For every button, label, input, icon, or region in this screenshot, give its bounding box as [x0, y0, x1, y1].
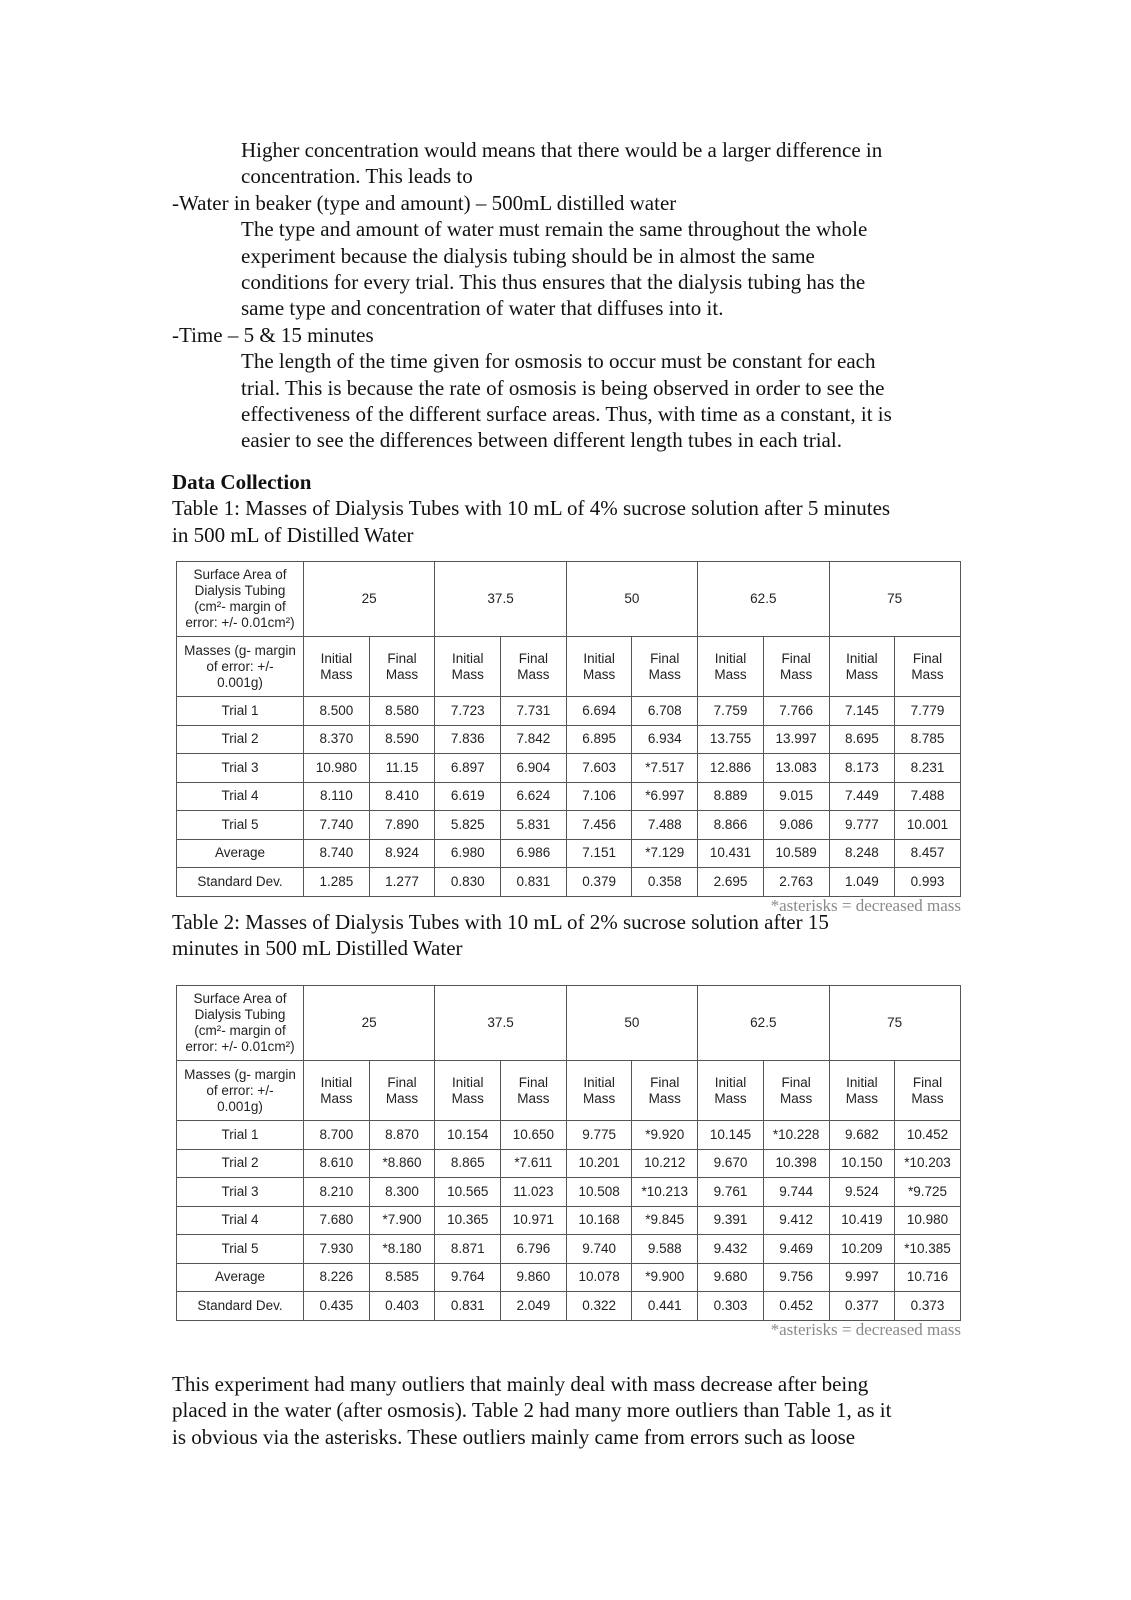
table-cell: 10.209: [829, 1235, 895, 1264]
header-text-line: Mass: [451, 666, 484, 682]
header-text-line: Mass: [714, 1090, 747, 1106]
initial-mass-header: [435, 1061, 501, 1121]
header-text-line: Final: [518, 650, 549, 666]
initial-mass-header: [698, 637, 764, 697]
table-cell: 6.895: [566, 725, 632, 754]
table-cell: 9.682: [829, 1121, 895, 1150]
header-row-mass: [177, 637, 961, 697]
table-cell: 7.731: [501, 697, 567, 726]
time-heading: -Time – 5 & 15 minutes: [172, 322, 374, 347]
surface-area-header: 50: [566, 986, 697, 1061]
table-cell: 8.231: [895, 754, 961, 783]
header-text-line: Mass: [911, 666, 944, 682]
table-cell: 13.997: [763, 725, 829, 754]
table-cell: 1.277: [369, 868, 435, 897]
table-cell: 9.670: [698, 1149, 764, 1178]
table-cell: 12.886: [698, 754, 764, 783]
table-cell: 6.980: [435, 839, 501, 868]
corner-masses: [177, 637, 304, 697]
header-text-line: Initial: [714, 650, 747, 666]
row-label: Trial 2: [177, 725, 304, 754]
table-row: [177, 1235, 961, 1264]
table-cell: 10.452: [895, 1121, 961, 1150]
table-cell: 9.412: [763, 1206, 829, 1235]
surface-area-header: 25: [304, 562, 435, 637]
table2-note: *asterisks = decreased mass: [770, 1320, 961, 1339]
table-cell: 0.403: [369, 1292, 435, 1321]
table-cell: 6.796: [501, 1235, 567, 1264]
table-cell: 10.589: [763, 839, 829, 868]
table-cell: 7.151: [566, 839, 632, 868]
concentration-paragraph: [172, 137, 972, 190]
table-row: [177, 725, 961, 754]
table-cell: 7.680: [304, 1206, 370, 1235]
table-cell: 11.15: [369, 754, 435, 783]
table-cell: 10.168: [566, 1206, 632, 1235]
table-cell: 10.001: [895, 811, 961, 840]
header-text-line: Final: [781, 1074, 811, 1090]
header-row-areas: [177, 562, 961, 637]
text-line: This experiment had many outliers that mainly deal with mass decrease after being: [172, 1372, 869, 1396]
table-cell: 9.740: [566, 1235, 632, 1264]
table-cell: 8.700: [304, 1121, 370, 1150]
row-label: Standard Dev.: [177, 868, 304, 897]
table-cell: 0.831: [435, 1292, 501, 1321]
table-cell: 2.763: [763, 868, 829, 897]
header-text-line: Final: [912, 650, 943, 666]
surface-area-header: 37.5: [435, 986, 566, 1061]
header-text-line: Mass: [517, 1090, 550, 1106]
table-cell: 10.650: [501, 1121, 567, 1150]
table1: [176, 561, 961, 897]
table1-caption-line: Table 1: Masses of Dialysis Tubes with 10 mL of 4% sucrose solution after 5 minutes: [172, 496, 891, 521]
table-cell: 8.865: [435, 1149, 501, 1178]
table-cell: 9.680: [698, 1263, 764, 1292]
table-cell: 9.744: [763, 1178, 829, 1207]
header-text-line: Masses (g- margin: [184, 642, 296, 658]
table1-caption-line: in 500 mL of Distilled Water: [172, 522, 414, 547]
corner-surface-area: [177, 562, 304, 637]
initial-mass-header: [829, 637, 895, 697]
table-cell: *9.725: [895, 1178, 961, 1207]
table-cell: 0.373: [895, 1292, 961, 1321]
table-cell: 10.150: [829, 1149, 895, 1178]
table-cell: *10.213: [632, 1178, 698, 1207]
table-row: [177, 868, 961, 897]
final-mass-header: [895, 1061, 961, 1121]
table-cell: 0.377: [829, 1292, 895, 1321]
table-cell: 6.619: [435, 782, 501, 811]
table-cell: 0.435: [304, 1292, 370, 1321]
row-label: Trial 5: [177, 811, 304, 840]
text-line: easier to see the differences between different length tubes in each trial.: [241, 428, 842, 453]
table-cell: 10.508: [566, 1178, 632, 1207]
table-cell: 8.580: [369, 697, 435, 726]
table-cell: 8.248: [829, 839, 895, 868]
table-cell: 7.456: [566, 811, 632, 840]
text-line: The length of the time given for osmosis to occur must be constant for each: [241, 349, 876, 374]
row-label: Average: [177, 1263, 304, 1292]
table-cell: 10.971: [501, 1206, 567, 1235]
surface-area-header: 50: [566, 562, 697, 637]
corner-masses: [177, 1061, 304, 1121]
table-cell: 9.764: [435, 1263, 501, 1292]
table-cell: *10.228: [763, 1121, 829, 1150]
header-text-line: of error: +/-: [206, 1082, 274, 1098]
final-mass-header: [501, 1061, 567, 1121]
table-cell: 7.449: [829, 782, 895, 811]
table-row: [177, 754, 961, 783]
header-text-line: error: +/- 0.01cm²): [185, 1039, 295, 1054]
table-cell: 8.924: [369, 839, 435, 868]
table-cell: 0.830: [435, 868, 501, 897]
table-cell: 9.391: [698, 1206, 764, 1235]
header-text-line: Initial: [451, 1074, 484, 1090]
table-cell: 7.145: [829, 697, 895, 726]
text-line: experiment because the dialysis tubing should be in almost the same: [241, 243, 815, 268]
row-label: Standard Dev.: [177, 1292, 304, 1321]
table-cell: 9.432: [698, 1235, 764, 1264]
table-row: [177, 782, 961, 811]
header-text-line: Initial: [583, 650, 615, 666]
table-cell: 9.588: [632, 1235, 698, 1264]
table-cell: *7.900: [369, 1206, 435, 1235]
surface-area-header: 25: [304, 986, 435, 1061]
header-text-line: Mass: [780, 1090, 813, 1106]
table1-note: *asterisks = decreased mass: [770, 896, 961, 915]
table-cell: 7.836: [435, 725, 501, 754]
table-cell: 8.740: [304, 839, 370, 868]
header-text-line: Final: [650, 650, 680, 666]
header-text-line: Final: [781, 650, 811, 666]
header-text-line: Surface Area of: [193, 991, 287, 1006]
table-cell: 6.624: [501, 782, 567, 811]
table-cell: 9.086: [763, 811, 829, 840]
water-paragraph: [172, 216, 972, 322]
initial-mass-header: [304, 637, 370, 697]
table-row: [177, 1178, 961, 1207]
table-cell: 8.226: [304, 1263, 370, 1292]
table-cell: 6.934: [632, 725, 698, 754]
table-cell: 10.431: [698, 839, 764, 868]
header-text-line: Initial: [846, 650, 878, 666]
table-cell: 10.419: [829, 1206, 895, 1235]
water-heading: -Water in beaker (type and amount) – 500mL distilled water: [172, 190, 677, 215]
header-text-line: Initial: [583, 1074, 615, 1090]
header-text-line: error: +/- 0.01cm²): [185, 615, 295, 630]
table-cell: 8.871: [435, 1235, 501, 1264]
table-cell: 7.106: [566, 782, 632, 811]
intro-section: [172, 137, 972, 454]
header-row-areas: [177, 986, 961, 1061]
table-cell: *9.845: [632, 1206, 698, 1235]
table-cell: *8.860: [369, 1149, 435, 1178]
table-cell: *6.997: [632, 782, 698, 811]
header-text-line: Initial: [714, 1074, 747, 1090]
table-cell: 0.322: [566, 1292, 632, 1321]
text-line: conditions for every trial. This thus ensures that the dialysis tubing has the: [241, 270, 866, 295]
table-cell: 8.866: [698, 811, 764, 840]
table-cell: 7.488: [632, 811, 698, 840]
header-text-line: Mass: [845, 666, 878, 682]
initial-mass-header: [304, 1061, 370, 1121]
header-text-line: Final: [912, 1074, 943, 1090]
initial-mass-header: [435, 637, 501, 697]
initial-mass-header: [566, 1061, 632, 1121]
header-text-line: 0.001g): [217, 674, 263, 690]
table-row: [177, 1206, 961, 1235]
time-paragraph: [172, 348, 972, 454]
final-mass-header: [369, 637, 435, 697]
header-text-line: Final: [650, 1074, 680, 1090]
table-cell: 5.825: [435, 811, 501, 840]
table-cell: 8.210: [304, 1178, 370, 1207]
table-cell: 10.565: [435, 1178, 501, 1207]
row-label: Trial 3: [177, 1178, 304, 1207]
row-label: Trial 4: [177, 782, 304, 811]
table-cell: 13.083: [763, 754, 829, 783]
table2: [176, 985, 961, 1321]
table-cell: 7.488: [895, 782, 961, 811]
table-cell: 8.300: [369, 1178, 435, 1207]
header-row-mass: [177, 1061, 961, 1121]
table2-caption-line: minutes in 500 mL Distilled Water: [172, 936, 463, 961]
header-text-line: Mass: [648, 666, 681, 682]
table-cell: 11.023: [501, 1178, 567, 1207]
header-text-line: Mass: [582, 666, 616, 682]
table2-caption-block: [172, 909, 972, 962]
header-text-line: Mass: [385, 1090, 419, 1106]
table-cell: 9.524: [829, 1178, 895, 1207]
table-cell: 7.842: [501, 725, 567, 754]
header-text-line: (cm²- margin of: [194, 599, 286, 614]
table-cell: 0.358: [632, 868, 698, 897]
header-text-line: Mass: [911, 1090, 944, 1106]
header-text-line: Final: [518, 1074, 549, 1090]
table-cell: 7.779: [895, 697, 961, 726]
header-text-line: Initial: [451, 650, 484, 666]
table-cell: 8.610: [304, 1149, 370, 1178]
table-cell: 7.759: [698, 697, 764, 726]
initial-mass-header: [829, 1061, 895, 1121]
table2-caption-line: Table 2: Masses of Dialysis Tubes with 10 mL of 2% sucrose solution after 15: [172, 910, 829, 934]
table-cell: 9.997: [829, 1263, 895, 1292]
table-row: [177, 1121, 961, 1150]
table-cell: 9.756: [763, 1263, 829, 1292]
header-text-line: Mass: [320, 1090, 353, 1106]
table-cell: 1.049: [829, 868, 895, 897]
surface-area-header: 37.5: [435, 562, 566, 637]
header-text-line: Initial: [320, 650, 353, 666]
header-text-line: Final: [387, 650, 417, 666]
table-cell: 10.201: [566, 1149, 632, 1178]
table-cell: *7.611: [501, 1149, 567, 1178]
table-cell: 1.285: [304, 868, 370, 897]
table-cell: 9.761: [698, 1178, 764, 1207]
header-text-line: Initial: [320, 1074, 353, 1090]
text-line: trial. This is because the rate of osmosis is being observed in order to see the: [241, 375, 885, 400]
section-heading: Data Collection: [172, 470, 312, 494]
header-text-line: Mass: [320, 666, 353, 682]
final-mass-header: [763, 1061, 829, 1121]
header-text-line: Masses (g- margin: [184, 1066, 296, 1082]
text-line: placed in the water (after osmosis). Table 2 had many more outliers than Table 1, as it: [172, 1398, 892, 1423]
final-mass-header: [632, 637, 698, 697]
table-cell: 0.993: [895, 868, 961, 897]
table-row: [177, 839, 961, 868]
header-text-line: 0.001g): [217, 1098, 263, 1114]
table-cell: 7.603: [566, 754, 632, 783]
table-cell: 6.897: [435, 754, 501, 783]
table-cell: 9.860: [501, 1263, 567, 1292]
table-cell: 10.212: [632, 1149, 698, 1178]
conclusion-paragraph: [172, 1371, 972, 1450]
header-text-line: Dialysis Tubing: [194, 1007, 286, 1022]
table-cell: *8.180: [369, 1235, 435, 1264]
initial-mass-header: [566, 637, 632, 697]
table-cell: 0.831: [501, 868, 567, 897]
table-cell: 7.723: [435, 697, 501, 726]
table-cell: 10.980: [304, 754, 370, 783]
table-cell: *9.920: [632, 1121, 698, 1150]
header-text-line: Mass: [845, 1090, 878, 1106]
table-cell: 2.695: [698, 868, 764, 897]
table-cell: *7.129: [632, 839, 698, 868]
table-row: [177, 1292, 961, 1321]
row-label: Average: [177, 839, 304, 868]
header-text-line: Dialysis Tubing: [194, 583, 286, 598]
final-mass-header: [632, 1061, 698, 1121]
table-cell: 10.980: [895, 1206, 961, 1235]
corner-surface-area: [177, 986, 304, 1061]
text-line: concentration. This leads to: [241, 164, 473, 189]
row-label: Trial 4: [177, 1206, 304, 1235]
header-text-line: Mass: [517, 666, 550, 682]
table-cell: 13.755: [698, 725, 764, 754]
header-text-line: Surface Area of: [193, 567, 287, 582]
row-label: Trial 5: [177, 1235, 304, 1264]
header-text-line: Mass: [451, 1090, 484, 1106]
table-row: [177, 1263, 961, 1292]
table-cell: *10.203: [895, 1149, 961, 1178]
table-cell: 10.145: [698, 1121, 764, 1150]
table-cell: 0.441: [632, 1292, 698, 1321]
table-cell: 5.831: [501, 811, 567, 840]
surface-area-header: 75: [829, 562, 960, 637]
table-cell: 9.469: [763, 1235, 829, 1264]
text-line: The type and amount of water must remain the same throughout the whole: [241, 217, 868, 242]
table-cell: *10.385: [895, 1235, 961, 1264]
table-cell: *9.900: [632, 1263, 698, 1292]
header-text-line: Mass: [714, 666, 747, 682]
table-cell: 9.775: [566, 1121, 632, 1150]
table-row: [177, 697, 961, 726]
table-cell: 10.365: [435, 1206, 501, 1235]
text-line: Higher concentration would means that there would be a larger difference in: [241, 138, 883, 162]
table-cell: 0.303: [698, 1292, 764, 1321]
text-line: effectiveness of the different surface areas. Thus, with time as a constant, it is: [241, 402, 892, 427]
surface-area-header: 62.5: [698, 986, 829, 1061]
table-cell: 2.049: [501, 1292, 567, 1321]
table-cell: *7.517: [632, 754, 698, 783]
initial-mass-header: [698, 1061, 764, 1121]
header-text-line: of error: +/-: [206, 658, 274, 674]
table-cell: 8.870: [369, 1121, 435, 1150]
final-mass-header: [763, 637, 829, 697]
header-text-line: Final: [387, 1074, 417, 1090]
header-text-line: Mass: [385, 666, 419, 682]
header-text-line: Initial: [846, 1074, 878, 1090]
row-label: Trial 2: [177, 1149, 304, 1178]
table-cell: 9.015: [763, 782, 829, 811]
table-cell: 8.410: [369, 782, 435, 811]
row-label: Trial 1: [177, 1121, 304, 1150]
table-cell: 7.930: [304, 1235, 370, 1264]
table-cell: 8.457: [895, 839, 961, 868]
final-mass-header: [895, 637, 961, 697]
table-cell: 8.500: [304, 697, 370, 726]
table-cell: 0.379: [566, 868, 632, 897]
table-cell: 8.370: [304, 725, 370, 754]
row-label: Trial 1: [177, 697, 304, 726]
text-line: is obvious via the asterisks. These outliers mainly came from errors such as loose: [172, 1424, 856, 1449]
table-cell: 10.716: [895, 1263, 961, 1292]
surface-area-header: 62.5: [698, 562, 829, 637]
table-cell: 6.986: [501, 839, 567, 868]
header-text-line: Mass: [648, 1090, 681, 1106]
table-cell: 6.694: [566, 697, 632, 726]
table-cell: 8.585: [369, 1263, 435, 1292]
final-mass-header: [369, 1061, 435, 1121]
header-text-line: (cm²- margin of: [194, 1023, 286, 1038]
table-cell: 6.708: [632, 697, 698, 726]
table-cell: 7.740: [304, 811, 370, 840]
table-cell: 10.398: [763, 1149, 829, 1178]
table-row: [177, 1149, 961, 1178]
surface-area-header: 75: [829, 986, 960, 1061]
header-text-line: Mass: [582, 1090, 616, 1106]
header-text-line: Mass: [780, 666, 813, 682]
table1-caption-block: [172, 469, 972, 548]
table-cell: 10.078: [566, 1263, 632, 1292]
table-row: [177, 811, 961, 840]
table-cell: 8.590: [369, 725, 435, 754]
table-cell: 0.452: [763, 1292, 829, 1321]
table-cell: 9.777: [829, 811, 895, 840]
table-cell: 8.173: [829, 754, 895, 783]
table-cell: 7.766: [763, 697, 829, 726]
row-label: Trial 3: [177, 754, 304, 783]
table-cell: 8.785: [895, 725, 961, 754]
final-mass-header: [501, 637, 567, 697]
table-cell: 6.904: [501, 754, 567, 783]
table-cell: 10.154: [435, 1121, 501, 1150]
table-cell: 7.890: [369, 811, 435, 840]
table-cell: 8.889: [698, 782, 764, 811]
table-cell: 8.110: [304, 782, 370, 811]
text-line: same type and concentration of water that diffuses into it.: [241, 296, 724, 321]
table-cell: 8.695: [829, 725, 895, 754]
